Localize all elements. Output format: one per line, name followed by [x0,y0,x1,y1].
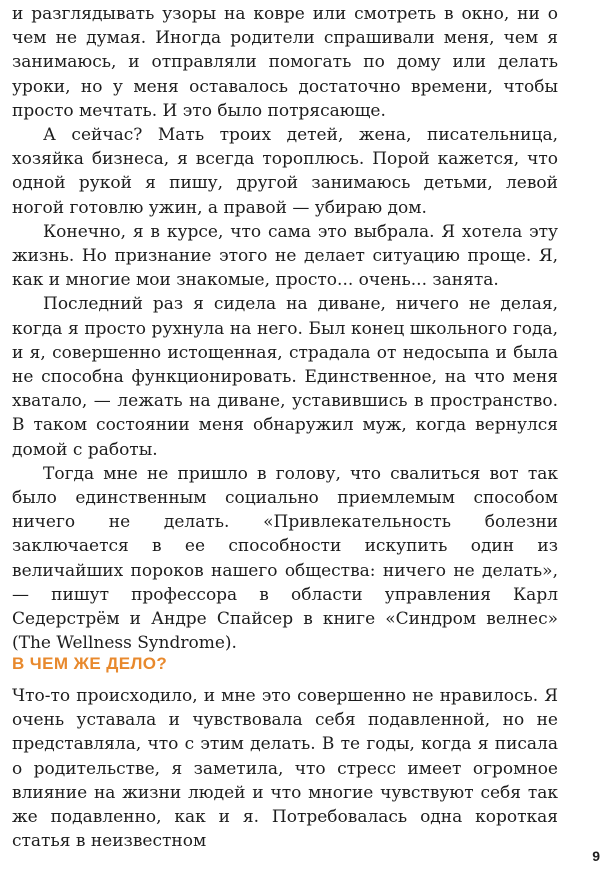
paragraph-3: Конечно, я в курсе, что сама это выбрала. Я хотела эту жизнь. Но признание этого не делает ситуацию проще. Я, как и многие мои знакомые, просто... очень... занята. [12,221,558,291]
book-page [12,2,558,872]
paragraph-1: и разглядывать узоры на ковре или смотреть в окно, ни о чем не думая. Иногда родители спрашивали меня, чем я занимаюсь, и отправляли помогать по дому или делать уроки, но у меня оставалось достаточно времени, чтобы просто мечтать. И это было потрясающе. [12,4,558,121]
page-number: 9 [592,848,600,864]
section-heading: В ЧЕМ ЖЕ ДЕЛО? [12,654,168,673]
paragraph-5: Тогда мне не пришло в голову, что свалиться вот так было единственным социально приемлемым способом ничего не делать. «Привлекательность болезни заключается в ее способности искупить один из величайших пороков нашего общества: ничего не делать», — пишут профессора в области управления Карл Седерстрём и Андре Спайсер в книге «Синдром велнес» (The Wellness Syndrome). [12,463,558,654]
body-text-top [12,2,558,655]
paragraph-4: Последний раз я сидела на диване, ничего не делая, когда я просто рухнула на него. Был конец школьного года, и я, совершенно истощенная, страдала от недосыпа и была не способна функционировать. Единственное, на что меня хватало, — лежать на диване, уставившись в пространство. В таком состоянии меня обнаружил муж, когда вернулся домой с работы. [12,294,558,460]
paragraph-6: Что-то происходило, и мне это совершенно не нравилось. Я очень уставала и чувствовала себя подавленной, но не представляла, что с этим делать. В те годы, когда я писала о родительстве, я заметила, что стресс имеет огромное влияние на жизни людей и что многие чувствуют себя так же подавленно, как и я. Потребовалась одна короткая статья в неизвестном [12,686,558,852]
paragraph-2: А сейчас? Мать троих детей, жена, писательница, хозяйка бизнеса, я всегда тороплюсь. Порой кажется, что одной рукой я пишу, другой занимаюсь детьми, левой ногой готовлю ужин, а правой — убираю дом. [12,125,558,218]
body-text-bottom [12,684,558,853]
